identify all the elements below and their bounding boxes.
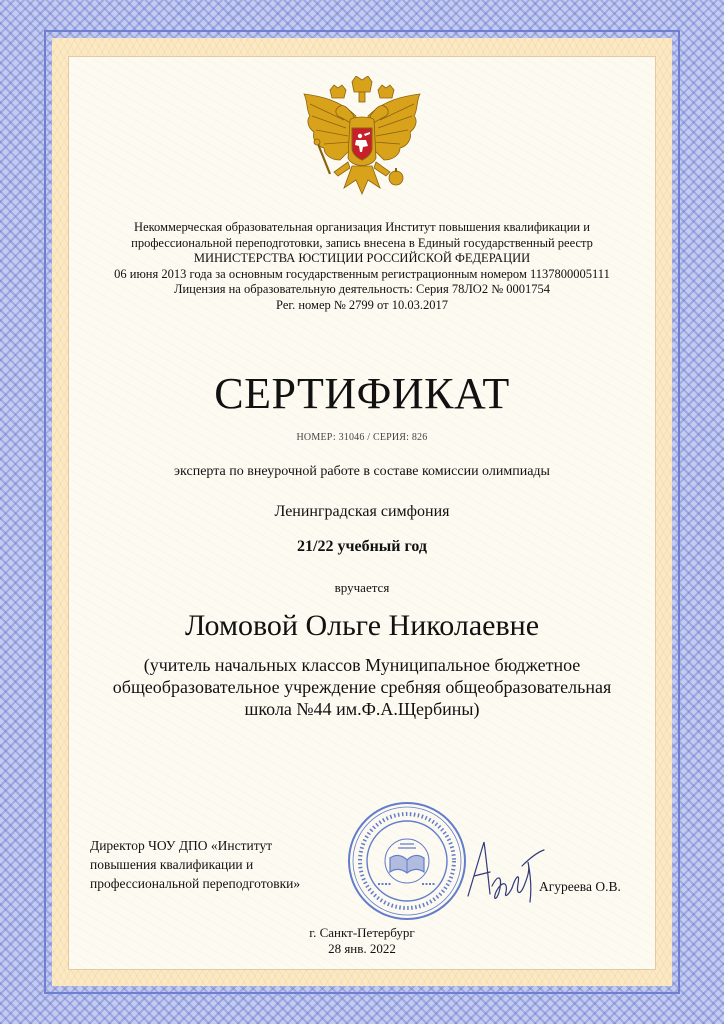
recipient-name: Ломовой Ольге Николаевне [184, 609, 540, 642]
role-line: (учитель начальных классов Муниципальное бюджетное [143, 655, 581, 675]
organization-info [70, 220, 654, 313]
org-line: Лицензия на образовательную деятельность: Серия 78ЛО2 № 0001754 [174, 282, 550, 296]
org-line: МИНИСТЕРСТВА ЮСТИЦИИ РОССИЙСКОЙ ФЕДЕРАЦИИ [193, 251, 531, 265]
org-line: Некоммерческая образовательная организация Институт повышения квалификации и [134, 220, 590, 234]
role-line: общеобразовательное учреждение сребняя общеобразовательная [112, 677, 612, 697]
recipient-role [70, 654, 654, 720]
org-line: 06 июня 2013 года за основным государственным регистрационным номером 1137800005111 [114, 266, 610, 281]
school-year: 21/22 учебный год [297, 538, 427, 555]
city: г. Санкт-Петербург [309, 925, 415, 940]
signer-name: Агуреева О.В. [539, 879, 621, 894]
org-line: Рег. номер № 2799 от 10.03.2017 [276, 297, 448, 312]
handwritten-signature-icon [458, 836, 548, 910]
certificate-title: СЕРТИФИКАТ [214, 369, 510, 418]
org-line: профессиональной переподготовки, запись внесена в Единый государственный реестр [131, 235, 593, 250]
issue-date: 28 янв. 2022 [328, 941, 396, 956]
russian-coat-of-arms-icon [300, 76, 424, 208]
round-seal-stamp-icon [346, 800, 468, 922]
olympiad-name: Ленинградская симфония [274, 503, 450, 520]
director-line: профессиональной переподготовки» [90, 876, 301, 891]
place-date [70, 925, 654, 957]
awarded-text: вручается [334, 580, 390, 595]
certificate-description: эксперта по внеурочной работе в составе комиссии олимпиады [174, 464, 550, 479]
director-title [90, 836, 360, 893]
director-line: Директор ЧОУ ДПО «Институт [90, 838, 273, 853]
role-line: школа №44 им.Ф.А.Щербины) [244, 699, 480, 719]
number-series: НОМЕР: 31046 / СЕРИЯ: 826 [296, 432, 428, 443]
director-line: повышения квалификации и [90, 857, 254, 872]
